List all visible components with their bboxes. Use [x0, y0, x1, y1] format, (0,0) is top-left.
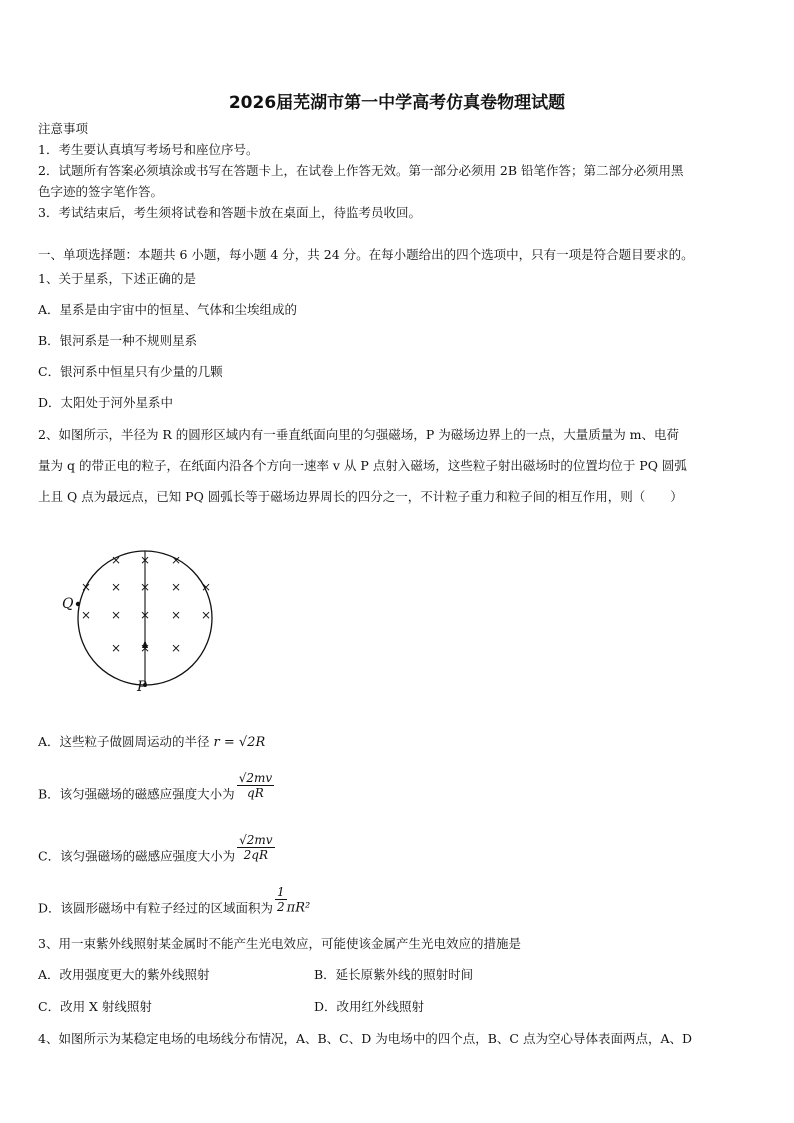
- cross-mark: ×: [170, 641, 182, 655]
- q2-option-d-tail: πR²: [286, 900, 311, 916]
- magnetic-field-figure: [48, 532, 228, 697]
- q2-option-b-text: B．该匀强磁场的磁感应强度大小为: [38, 786, 235, 802]
- fraction-numerator: 1: [277, 885, 285, 899]
- notice-item: 1．考生要认真填写考场号和座位序号。: [38, 142, 259, 157]
- q2-stem-line: 2、如图所示，半径为 R 的圆形区域内有一垂直纸面向里的匀强磁场，P 为磁场边界上的一点，大量质量为 m、电荷: [38, 427, 680, 442]
- q2-option-a-formula: r = √2R: [213, 735, 266, 750]
- cross-mark: ×: [170, 580, 182, 594]
- notice-item: 色字迹的签字笔作答。: [38, 184, 164, 199]
- fraction-denominator: qR: [247, 786, 264, 800]
- notice-item: 2．试题所有答案必须填涂或书写在答题卡上，在试卷上作答无效。第一部分必须用 2B 铅笔作答；第二部分必须用黑: [38, 163, 684, 178]
- cross-mark: ×: [139, 580, 151, 594]
- q2-option-b: [38, 771, 764, 803]
- page-title: 2026届芜湖市第一中学高考仿真卷物理试题: [228, 93, 566, 113]
- q2-stem-line: 上且 Q 点为最远点，已知 PQ 圆弧长等于磁场边界周长的四分之一，不计粒子重力和粒子间的相互作用，则（ ）: [38, 489, 683, 504]
- q2-option-a-text: A．这些粒子做圆周运动的半径: [38, 734, 210, 749]
- q3-option-c: C．改用 X 射线照射: [38, 999, 152, 1014]
- q2-option-d: [38, 885, 764, 917]
- fraction-denominator: 2qR: [243, 848, 268, 862]
- cross-mark: ×: [110, 641, 122, 655]
- q1-option-d: D．太阳处于河外星系中: [38, 395, 174, 410]
- q2-option-c-fraction: [237, 833, 274, 862]
- cross-mark: ×: [80, 608, 92, 622]
- q2-option-a: [38, 734, 764, 751]
- q2-option-c-text: C．该匀强磁场的磁感应强度大小为: [38, 848, 236, 864]
- point-q: [76, 602, 80, 606]
- cross-mark: ×: [200, 580, 212, 594]
- cross-mark: ×: [110, 580, 122, 594]
- cross-mark: ×: [139, 553, 151, 567]
- section-heading: 一、单项选择题：本题共 6 小题，每小题 4 分，共 24 分。在每小题给出的四个选项中，只有一项是符合题目要求的。: [38, 247, 694, 262]
- q2-option-c: [38, 833, 764, 865]
- label-q: Q: [62, 596, 74, 612]
- fraction-denominator: 2: [277, 900, 285, 914]
- q1-option-c: C．银河系中恒星只有少量的几颗: [38, 364, 223, 379]
- q3-option-a: A．改用强度更大的紫外线照射: [38, 967, 210, 982]
- cross-mark: ×: [170, 553, 182, 567]
- cross-mark: ×: [139, 641, 151, 655]
- fraction-numerator: √2mv: [238, 771, 273, 785]
- q2-option-d-text: D．该圆形磁场中有粒子经过的区域面积为: [38, 900, 274, 916]
- q4-stem: 4、如图所示为某稳定电场的电场线分布情况，A、B、C、D 为电场中的四个点，B、C 点为空心导体表面两点，A、D: [38, 1031, 692, 1046]
- q3-stem: 3、用一束紫外线照射某金属时不能产生光电效应，可能使该金属产生光电效应的措施是: [38, 936, 521, 951]
- q1-option-a: A．星系是由宇宙中的恒星、气体和尘埃组成的: [38, 302, 298, 317]
- q2-option-b-fraction: [237, 771, 274, 800]
- label-p: P: [137, 679, 147, 695]
- notice-item: 3．考试结束后，考生须将试卷和答题卡放在桌面上，待监考员收回。: [38, 205, 421, 220]
- cross-mark: ×: [170, 608, 182, 622]
- fraction-numerator: √2mv: [239, 833, 273, 847]
- q2-option-d-fraction: [275, 885, 287, 914]
- notice-heading: 注意事项: [38, 121, 89, 136]
- cross-mark: ×: [139, 608, 151, 622]
- q1-option-b: B．银河系是一种不规则星系: [38, 333, 198, 348]
- cross-mark: ×: [200, 608, 212, 622]
- q1-stem: 1、关于星系，下述正确的是: [38, 271, 196, 286]
- cross-mark: ×: [80, 580, 92, 594]
- q3-option-d: D．改用红外线照射: [314, 999, 425, 1014]
- cross-mark: ×: [110, 608, 122, 622]
- q2-stem-line: 量为 q 的带正电的粒子，在纸面内沿各个方向一速率 v 从 P 点射入磁场，这些粒子射出磁场时的位置均位于 PQ 圆弧: [38, 458, 687, 473]
- q3-option-b: B．延长原紫外线的照射时间: [314, 967, 474, 982]
- cross-mark: ×: [110, 553, 122, 567]
